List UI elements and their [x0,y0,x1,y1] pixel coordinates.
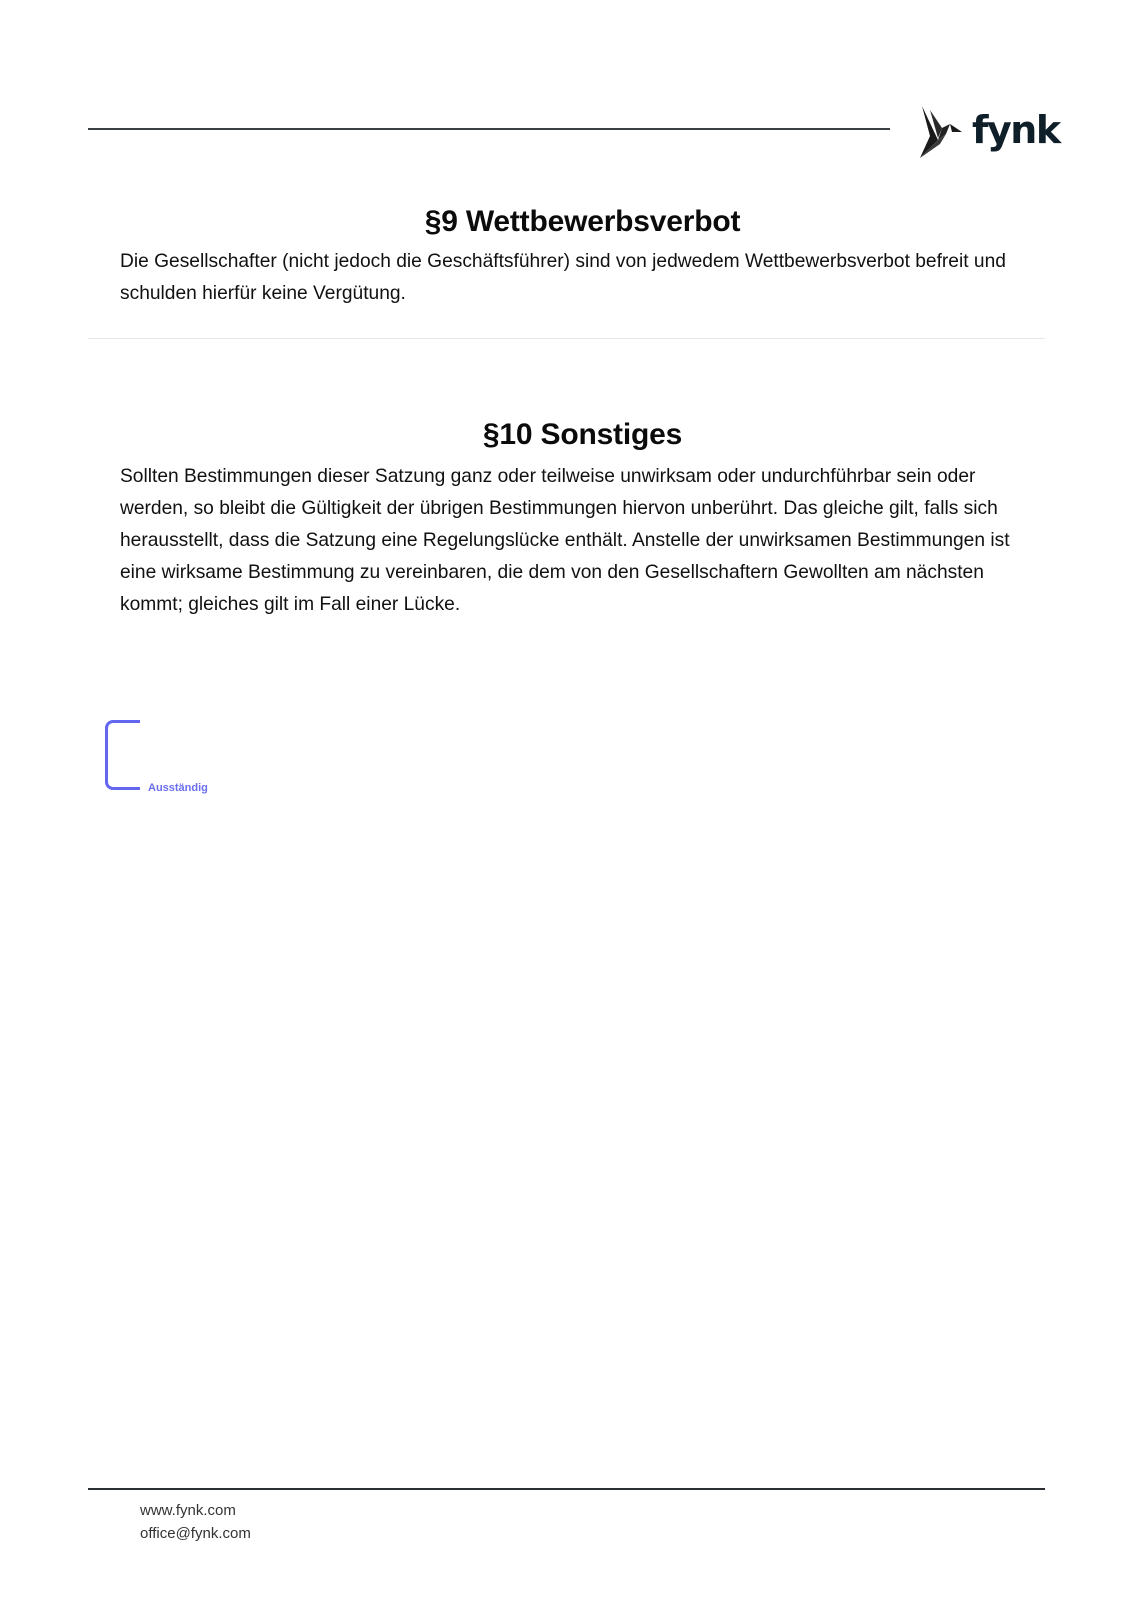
footer-website: www.fynk.com [140,1502,236,1519]
signature-status-label: Ausständig [148,782,208,794]
logo-wordmark: fynk [972,108,1060,152]
section-body-sonstiges: Sollten Bestimmungen dieser Satzung ganz oder teilweise unwirksam oder undurchführbar sein oder werden, so bleibt die Gültigkeit der übrigen Bestimmungen hiervon unberührt. Das gleiche gilt, falls sich herausstellt, dass die Satzung eine Regelungslücke enthält. Anstelle der unwirksamen Bestimmungen ist eine wirksame Bestimmung zu vereinbaren, die dem von den Gesellschaftern Gewollten am nächsten kommt; gleiches gilt im Fall einer Lücke. [120,466,1010,615]
section-title-wettbewerbsverbot: §9 Wettbewerbsverbot [424,205,741,239]
footer-rule [88,1488,1045,1490]
section-body-wettbewerbsverbot: Die Gesellschafter (nicht jedoch die Geschäftsführer) sind von jedwedem Wettbewerbsverbot befreit und schulden hierfür keine Vergütung. [120,251,1006,304]
section-divider [88,338,1045,339]
bird-origami-icon [916,104,964,160]
footer-email: office@fynk.com [140,1525,251,1542]
signature-field[interactable] [105,720,140,790]
fynk-logo [916,102,1060,162]
header-rule [88,128,890,130]
section-title-sonstiges: §10 Sonstiges [482,418,683,452]
